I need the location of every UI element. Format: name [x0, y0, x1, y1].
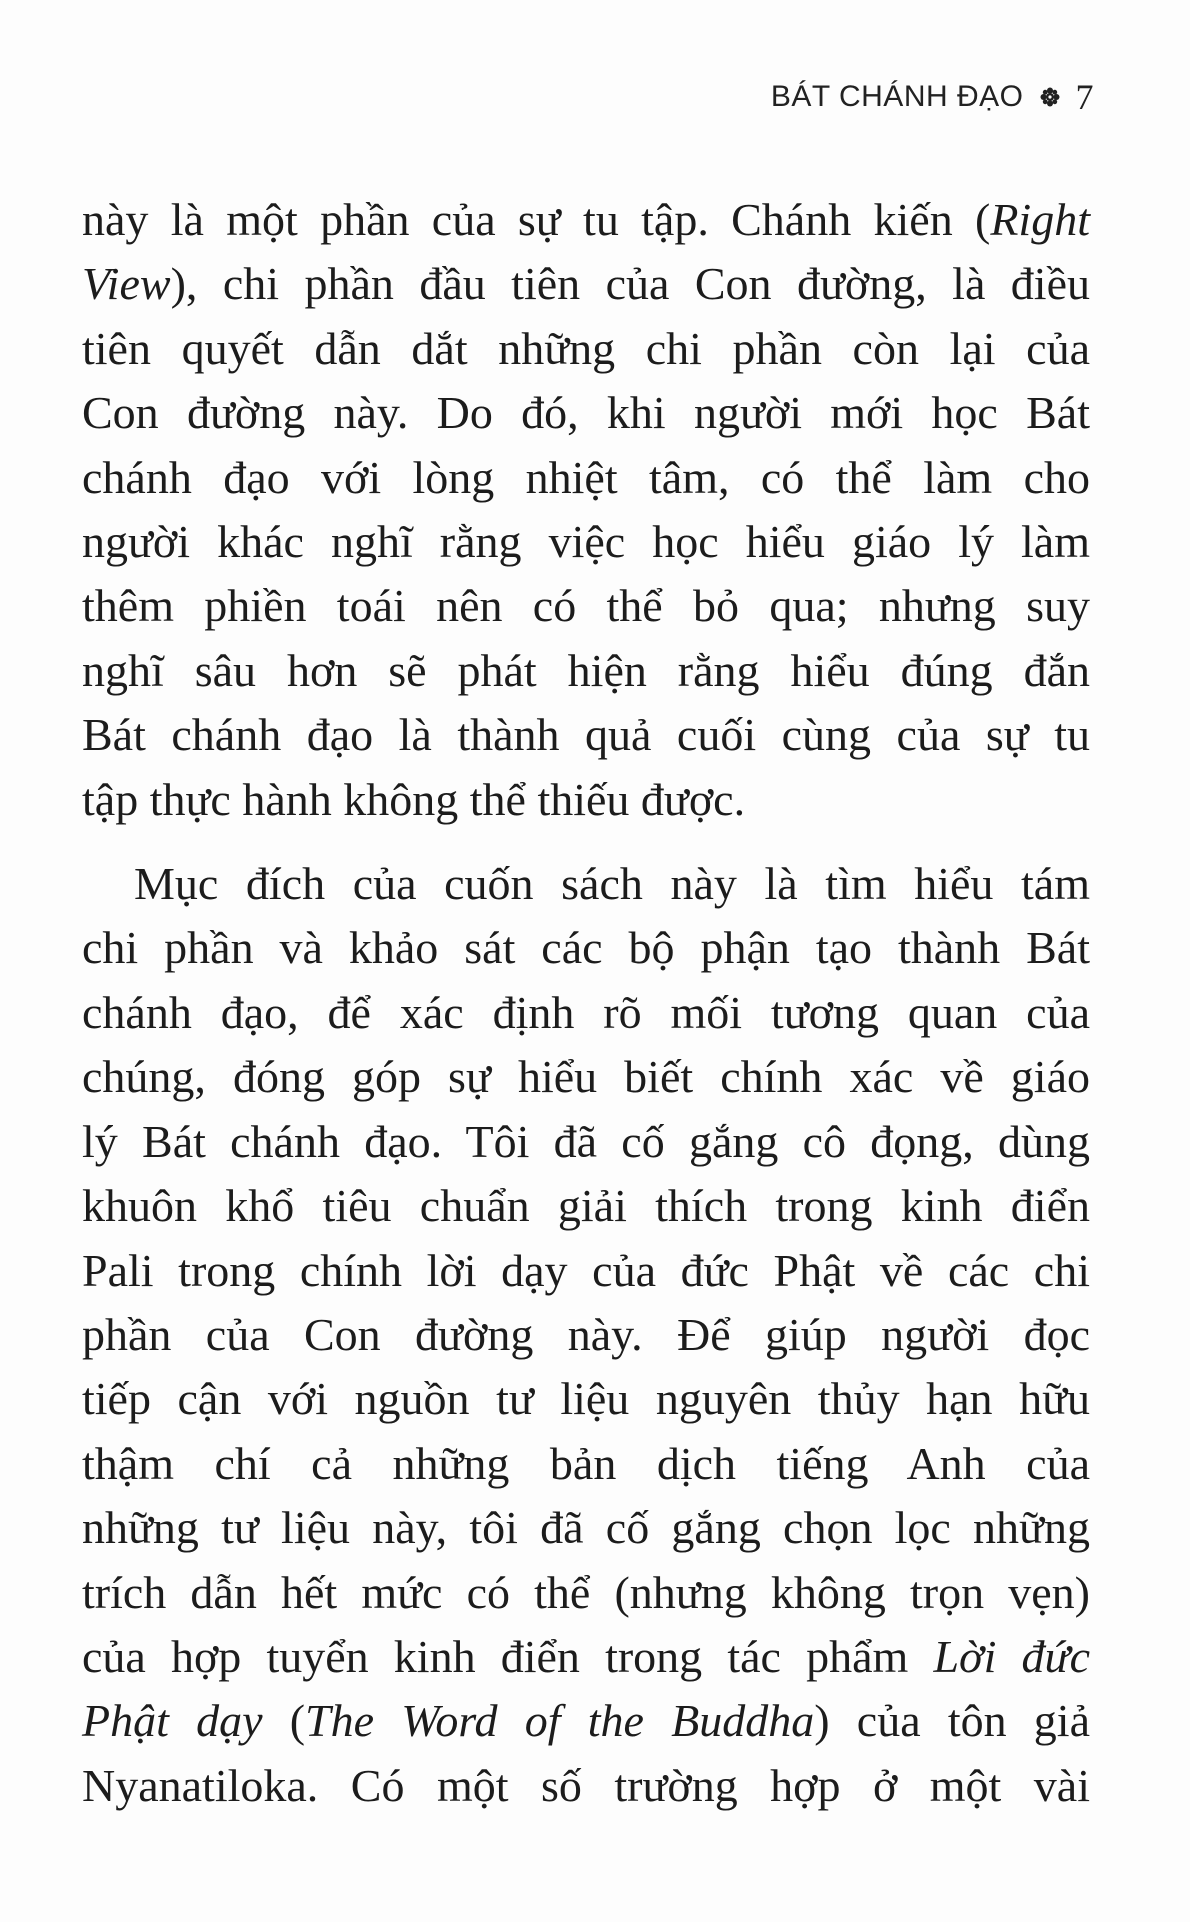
text-line: này là một phần của sự tu tập. Chánh kiến (Right: [82, 194, 1090, 245]
text-line: View), chi phần đầu tiên của Con đường, là điều: [82, 258, 1090, 310]
paragraph-1: [82, 188, 1090, 832]
running-head: [771, 76, 1094, 118]
text-line: những tư liệu này, tôi đã cố gắng chọn lọc những: [82, 1502, 1090, 1554]
text-line: lý Bát chánh đạo. Tôi đã cố gắng cô đọng, dùng: [82, 1115, 1090, 1167]
running-title: BÁT CHÁNH ĐẠO: [770, 80, 1024, 113]
text-line: chánh đạo với lòng nhiệt tâm, có thể làm cho: [82, 451, 1090, 503]
text-line: tiếp cận với nguồn tư liệu nguyên thủy hạn hữu: [82, 1373, 1090, 1425]
page-number: 7: [1075, 77, 1094, 117]
text-line: Bát chánh đạo là thành quả cuối cùng của sự tu: [82, 709, 1090, 761]
text-line: thậm chí cả những bản dịch tiếng Anh của: [82, 1437, 1090, 1489]
text-line: chúng, đóng góp sự hiểu biết chính xác về giáo: [82, 1051, 1090, 1103]
text-line: thêm phiền toái nên có thể bỏ qua; nhưng suy: [82, 580, 1090, 632]
text-line: nghĩ sâu hơn sẽ phát hiện rằng hiểu đúng đắn: [82, 644, 1090, 696]
text-line: tiên quyết dẫn dắt những chi phần còn lại của: [82, 322, 1090, 374]
flower-ornament-icon: [1040, 87, 1060, 107]
text-line: trích dẫn hết mức có thể (nhưng không trọn vẹn): [82, 1566, 1090, 1618]
text-line: Phật dạy (The Word of the Buddha) của tôn giả: [82, 1695, 1090, 1747]
text-line: khuôn khổ tiêu chuẩn giải thích trong kinh điển: [82, 1180, 1090, 1232]
text-line: Con đường này. Do đó, khi người mới học Bát: [82, 387, 1090, 439]
text-line: Pali trong chính lời dạy của đức Phật về các chi: [82, 1244, 1090, 1296]
body-text: [82, 188, 1090, 1818]
text-line: chi phần và khảo sát các bộ phận tạo thành Bát: [82, 922, 1090, 974]
text-line: phần của Con đường này. Để giúp người đọc: [82, 1308, 1090, 1360]
text-line: Mục đích của cuốn sách này là tìm hiểu tám: [134, 858, 1090, 910]
text-line: người khác nghĩ rằng việc học hiểu giáo lý làm: [82, 516, 1090, 568]
text-line: tập thực hành không thể thiếu được.: [82, 773, 746, 825]
text-line: Nyanatiloka. Có một số trường hợp ở một vài: [82, 1759, 1090, 1811]
text-line: chánh đạo, để xác định rõ mối tương quan của: [82, 986, 1090, 1038]
paragraph-2: [82, 852, 1090, 1818]
text-line: của hợp tuyển kinh điển trong tác phẩm Lời đức: [82, 1630, 1091, 1682]
